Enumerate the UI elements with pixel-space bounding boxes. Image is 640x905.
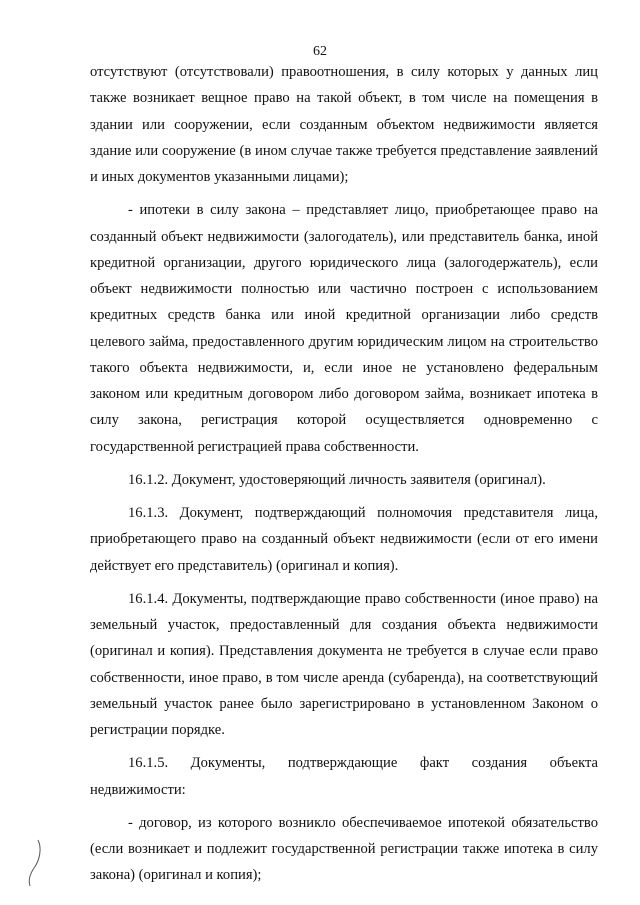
paragraph-contract: - договор, из которого возникло обеспечиваемое ипотекой обязательство (если возникает и подлежит государственной регистрации также ипотека в силу закона) (оригинал и копия); <box>90 814 598 884</box>
pen-mark-icon <box>24 838 46 888</box>
paragraph-mortgage: - ипотеки в силу закона – представляет лицо, приобретающее право на созданный объект недвижимости (залогодатель), или представитель банка, иной кредитной организации, другого юридического лица (залогодержатель), если объект недвижимости полностью или частично построен с использованием кредитных средств банка или иной кредитной организации либо средств целевого займа, предоставленного другим юридическим лицом на строительство такого объекта недвижимости, и, если иное не установлено федеральным законом или кредитным договором либо договором займа, возникает ипотека в силу закона, регистрация которой осуществляется одновременно с государственной регистрацией права собственности. <box>90 202 598 455</box>
paragraph-16-1-2: 16.1.2. Документ, удостоверяющий личность заявителя (оригинал). <box>128 471 546 488</box>
paragraph-continuation: отсутствуют (отсутствовали) правоотношения, в силу которых у данных лиц также возникает вещное право на такой объект, в том числе на помещения в здании или сооружении, если созданным объектом недвижимости является здание или сооружение (в ином случае также требуется представление заявлений и иных документов указанными лицами); <box>90 64 598 185</box>
paragraph-16-1-5: 16.1.5. Документы, подтверждающие факт создания объекта недвижимости: <box>90 755 598 798</box>
page-number: 62 <box>313 44 327 59</box>
paragraph-16-1-3: 16.1.3. Документ, подтверждающий полномочия представителя лица, приобретающего право на созданный объект недвижимости (если от его имени действует его представитель) (оригинал и копия). <box>90 505 598 574</box>
document-body <box>90 59 598 889</box>
paragraph-16-1-4: 16.1.4. Документы, подтверждающие право собственности (иное право) на земельный участок, предоставленный для создания объекта недвижимости (оригинал и копия). Представления документа не требуется в случае если право собственности, иное право, в том числе аренда (субаренда), на соответствующий земельный участок ранее было зарегистрировано в установленном Законом о регистрации порядке. <box>90 590 598 738</box>
